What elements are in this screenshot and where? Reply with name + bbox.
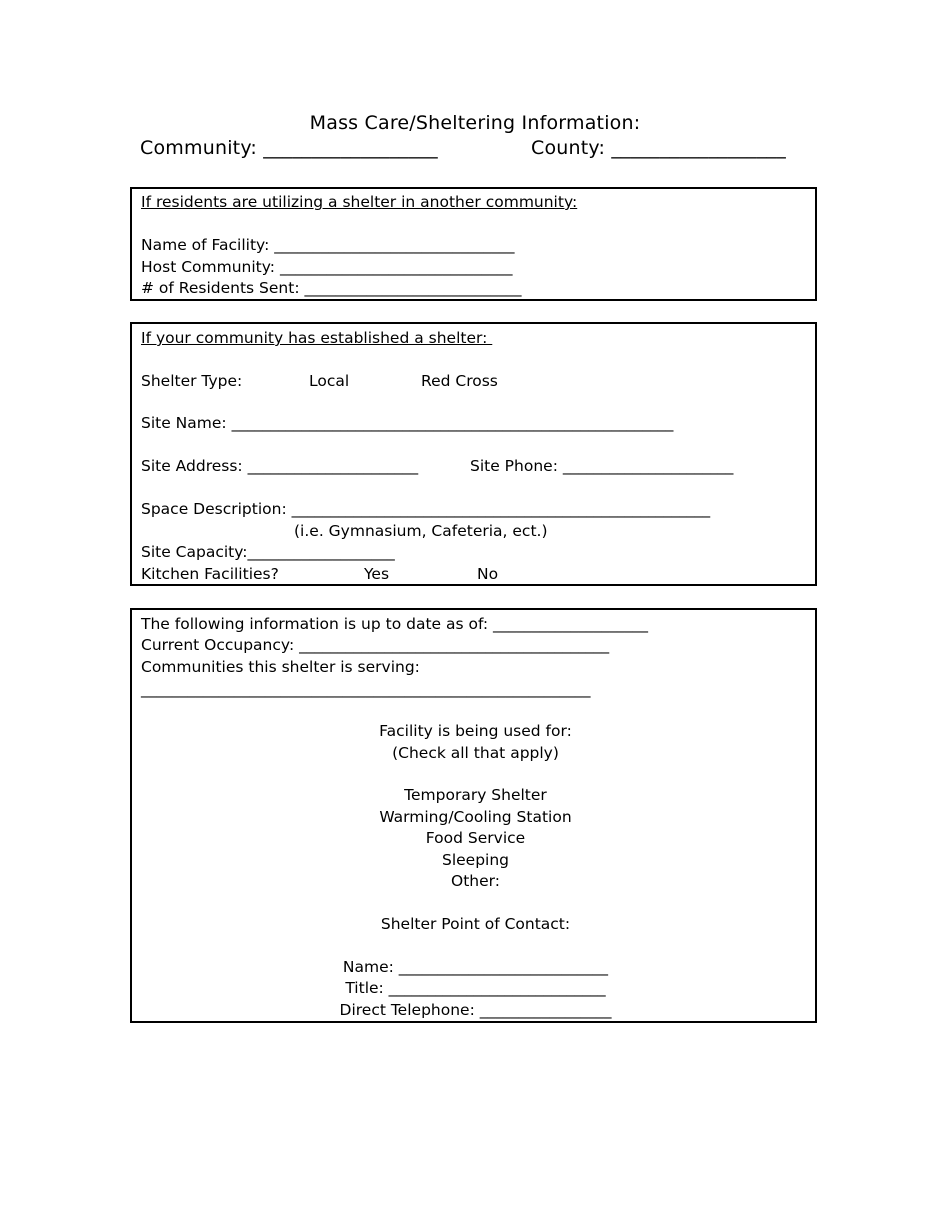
other-community-section [130, 187, 817, 301]
community-field[interactable]: Community: __________________ [140, 137, 438, 159]
facility-use-heading: Facility is being used for: [379, 722, 572, 740]
poc-title-field[interactable]: Title: ____________________________ [345, 979, 606, 997]
communities-serving-label: Communities this shelter is serving: [141, 658, 420, 676]
point-of-contact-heading: Shelter Point of Contact: [380, 915, 571, 933]
established-shelter-heading: If your community has established a shelter: [141, 329, 493, 347]
site-address-field[interactable]: Site Address: ______________________ [141, 457, 419, 475]
site-name-field[interactable]: Site Name: _________________________________________________________ [141, 414, 674, 432]
use-option-food-service[interactable]: Food Service [425, 829, 526, 847]
use-option-warming-cooling[interactable]: Warming/Cooling Station [379, 808, 572, 826]
use-option-temporary-shelter[interactable]: Temporary Shelter [404, 786, 547, 804]
shelter-type-red-cross-option[interactable]: Red Cross [421, 372, 498, 390]
shelter-status-section [130, 608, 817, 1023]
up-to-date-field[interactable]: The following information is up to date as of: ____________________ [141, 615, 649, 633]
current-occupancy-field[interactable]: Current Occupancy: ________________________________________ [141, 636, 610, 654]
host-community-field[interactable]: Host Community: ______________________________ [141, 258, 513, 276]
form-title: Mass Care/Sheltering Information: [309, 112, 641, 134]
communities-serving-field[interactable]: __________________________________________________________ [141, 680, 591, 698]
kitchen-no-option[interactable]: No [477, 565, 499, 583]
use-option-other[interactable]: Other: [451, 872, 500, 890]
space-description-hint: (i.e. Gymnasium, Cafeteria, ect.) [294, 522, 548, 540]
poc-phone-field[interactable]: Direct Telephone: _________________ [339, 1001, 612, 1019]
shelter-type-label: Shelter Type: [141, 372, 243, 390]
use-option-sleeping[interactable]: Sleeping [441, 851, 510, 869]
facility-name-field[interactable]: Name of Facility: _______________________________ [141, 236, 515, 254]
check-all-note: (Check all that apply) [392, 744, 559, 762]
kitchen-facilities-label: Kitchen Facilities? [141, 565, 279, 583]
residents-sent-field[interactable]: # of Residents Sent: ____________________________ [141, 279, 522, 297]
kitchen-yes-option[interactable]: Yes [364, 565, 390, 583]
space-description-field[interactable]: Space Description: ______________________________________________________ [141, 500, 711, 518]
site-phone-field[interactable]: Site Phone: ______________________ [470, 457, 734, 475]
shelter-type-local-option[interactable]: Local [309, 372, 350, 390]
poc-name-field[interactable]: Name: ___________________________ [342, 958, 609, 976]
county-field[interactable]: County: __________________ [531, 137, 786, 159]
site-capacity-field[interactable]: Site Capacity:___________________ [141, 543, 395, 561]
other-community-heading: If residents are utilizing a shelter in another community: [141, 193, 578, 211]
established-shelter-section [130, 322, 817, 586]
